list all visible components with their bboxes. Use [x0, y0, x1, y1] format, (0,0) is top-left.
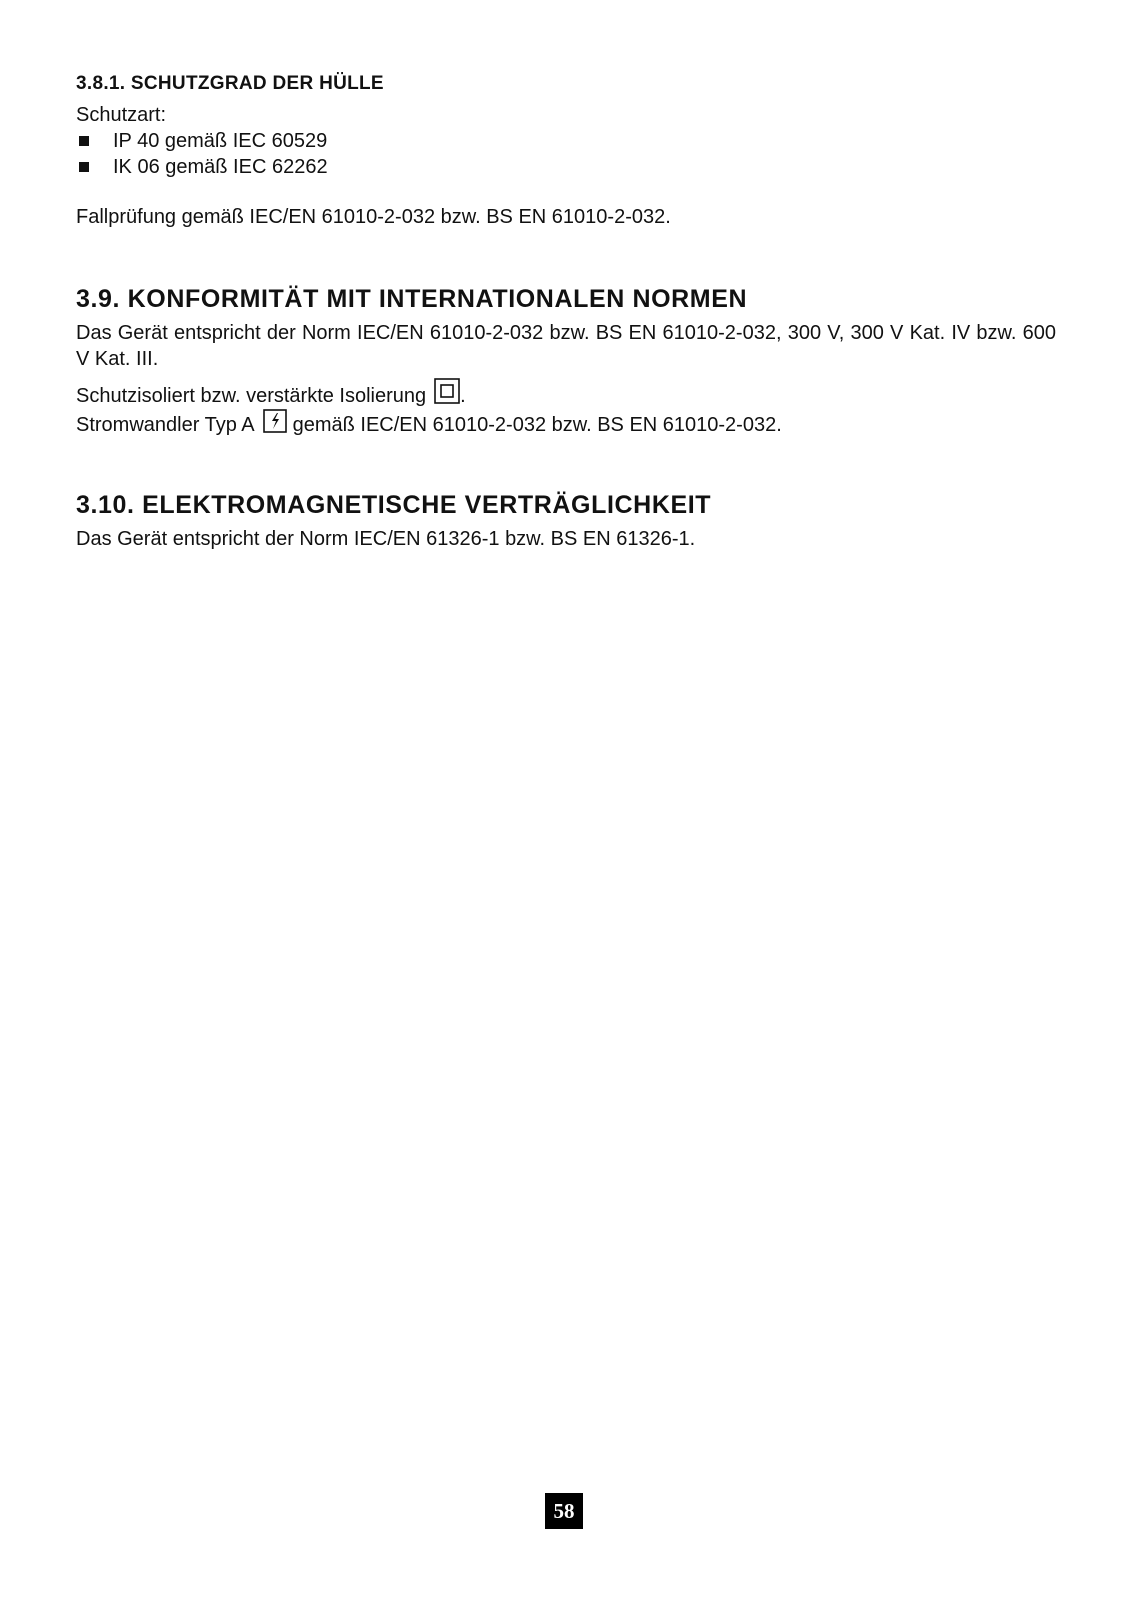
section-3-10-heading: 3.10. ELEKTROMAGNETISCHE VERTRÄGLICHKEIT	[76, 491, 712, 519]
section-3-8-1-heading: 3.8.1. SCHUTZGRAD DER HÜLLE	[76, 73, 384, 94]
transformer-rest: gemäß IEC/EN 61010-2-032 bzw. BS EN 61010-2-032.	[292, 414, 782, 436]
insulation-text: Schutzisoliert bzw. verstärkte Isolierung	[76, 385, 427, 407]
drop-test-text: Fallprüfung gemäß IEC/EN 61010-2-032 bzw. BS EN 61010-2-032.	[76, 206, 671, 228]
norm-compliance-text: Das Gerät entspricht der Norm IEC/EN 61010-2-032 bzw. BS EN 61010-2-032, 300 V, 300 V Kat. IV bzw. 600 V Kat. III.	[76, 322, 1056, 370]
list-item-text: IK 06 gemäß IEC 62262	[113, 156, 328, 178]
section-3-10	[76, 488, 1056, 552]
section-3-8-1	[76, 70, 1056, 230]
list-item	[76, 154, 1056, 180]
square-bullet-icon	[79, 162, 89, 172]
section-3-9-heading: 3.9. KONFORMITÄT MIT INTERNATIONALEN NORMEN	[76, 285, 748, 313]
double-insulation-icon	[434, 378, 460, 404]
list-item	[76, 128, 1056, 154]
transformer-line	[76, 409, 1056, 438]
page-content	[76, 70, 1056, 552]
section-3-9	[76, 282, 1056, 438]
list-item-text: IP 40 gemäß IEC 60529	[113, 130, 328, 152]
transformer-text: Stromwandler Typ A	[76, 414, 255, 436]
page-number: 58	[545, 1493, 583, 1529]
insulation-line	[76, 378, 1056, 409]
protection-type-label: Schutzart:	[76, 104, 167, 126]
square-bullet-icon	[79, 136, 89, 146]
insulation-end: .	[460, 385, 466, 407]
protection-list	[76, 128, 1056, 180]
current-sensor-type-a-icon	[263, 409, 287, 433]
emc-compliance-text: Das Gerät entspricht der Norm IEC/EN 61326-1 bzw. BS EN 61326-1.	[76, 528, 696, 550]
